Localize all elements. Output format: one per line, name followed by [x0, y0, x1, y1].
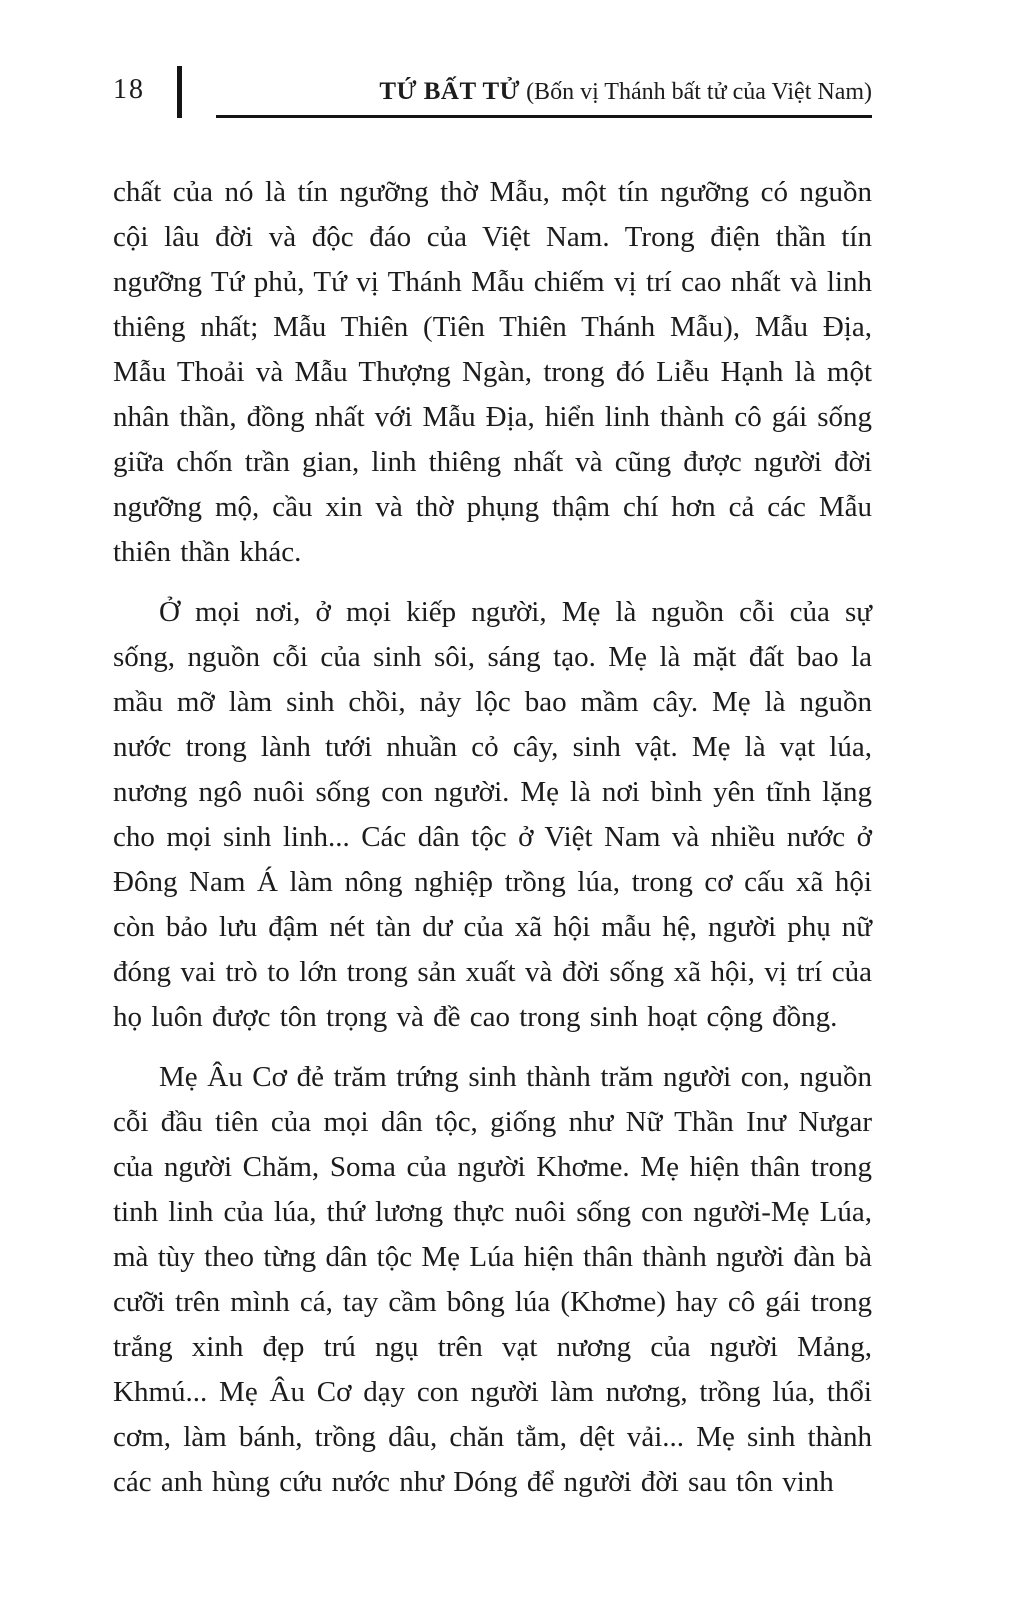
- paragraph: Ở mọi nơi, ở mọi kiếp người, Mẹ là nguồn cỗi của sự sống, nguồn cỗi của sinh sôi, sáng tạo. Mẹ là mặt đất bao la mầu mỡ làm sinh chồi, nảy lộc bao mầm cây. Mẹ là nguồn nước trong lành tưới nhuần cỏ cây, sinh vật. Mẹ là vạt lúa, nương ngô nuôi sống con người. Mẹ là nơi bình yên tĩnh lặng cho mọi sinh linh... Các dân tộc ở Việt Nam và nhiều nước ở Đông Nam Á làm nông nghiệp trồng lúa, trong cơ cấu xã hội còn bảo lưu đậm nét tàn dư của xã hội mẫu hệ, người phụ nữ đóng vai trò to lớn trong sản xuất và đời sống xã hội, vị trí của họ luôn được tôn trọng và đề cao trong sinh hoạt cộng đồng.: [113, 596, 872, 1033]
- page-header: [113, 66, 872, 118]
- page-number: 18: [113, 74, 145, 105]
- header-title-block: [216, 78, 872, 118]
- book-title: TỨ BẤT TỬ: [379, 78, 521, 105]
- page-body: [113, 170, 872, 1505]
- paragraph: chất của nó là tín ngưỡng thờ Mẫu, một tín ngưỡng có nguồn cội lâu đời và độc đáo của Việt Nam. Trong điện thần tín ngưỡng Tứ phủ, Tứ vị Thánh Mẫu chiếm vị trí cao nhất và linh thiêng nhất; Mẫu Thiên (Tiên Thiên Thánh Mẫu), Mẫu Địa, Mẫu Thoải và Mẫu Thượng Ngàn, trong đó Liễu Hạnh là một nhân thần, đồng nhất với Mẫu Địa, hiển linh thành cô gái sống giữa chốn trần gian, linh thiêng nhất và cũng được người đời ngưỡng mộ, cầu xin và thờ phụng thậm chí hơn cả các Mẫu thiên thần khác.: [113, 176, 872, 568]
- book-subtitle: (Bốn vị Thánh bất tử của Việt Nam): [520, 79, 872, 105]
- header-divider-bar: [177, 66, 182, 118]
- paragraph: Mẹ Âu Cơ đẻ trăm trứng sinh thành trăm người con, nguồn cỗi đầu tiên của mọi dân tộc, giống như Nữ Thần Inư Nưgar của người Chăm, Soma của người Khơme. Mẹ hiện thân trong tinh linh của lúa, thứ lương thực nuôi sống con người-Mẹ Lúa, mà tùy theo từng dân tộc Mẹ Lúa hiện thân thành người đàn bà cưỡi trên mình cá, tay cầm bông lúa (Khơme) hay cô gái trong trắng xinh đẹp trú ngụ trên vạt nương của người Mảng, Khmú... Mẹ Âu Cơ dạy con người làm nương, trồng lúa, thổi cơm, làm bánh, trồng dâu, chăn tằm, dệt vải... Mẹ sinh thành các anh hùng cứu nước như Dóng để người đời sau tôn vinh: [113, 1061, 872, 1498]
